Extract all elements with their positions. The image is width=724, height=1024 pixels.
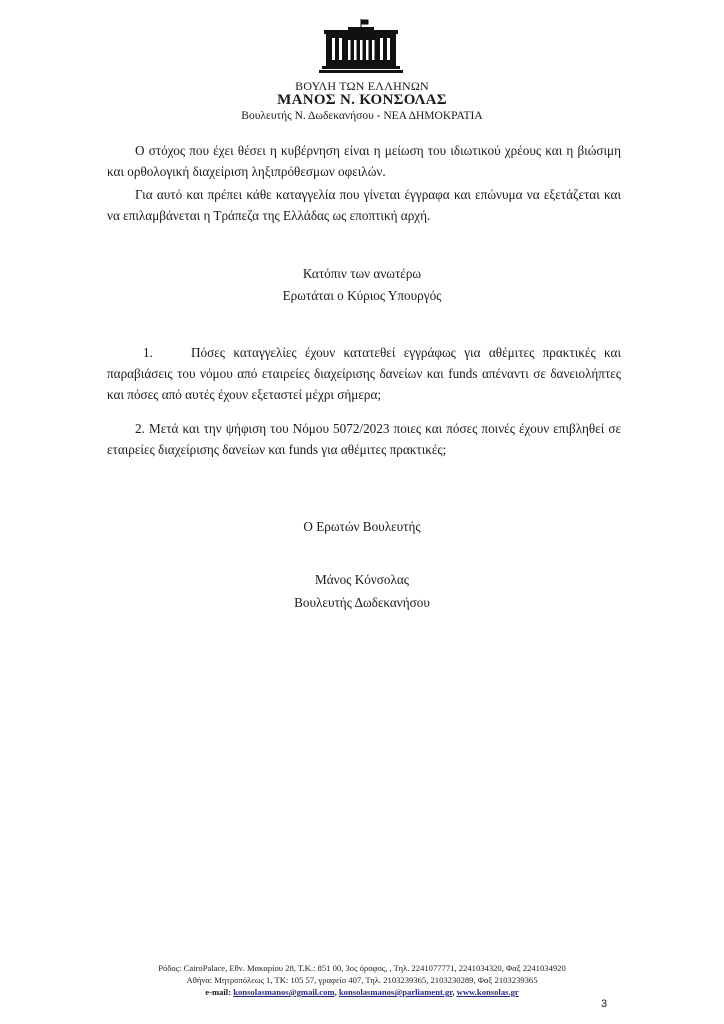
email-label: e-mail:	[205, 987, 232, 997]
mp-role: Βουλευτής Ν. Δωδεκανήσου - ΝΕΑ ΔΗΜΟΚΡΑΤΙΑ	[241, 110, 483, 122]
signature-role: Βουλευτής Δωδεκανήσου	[294, 595, 430, 610]
signature-title: Ο Ερωτών Βουλευτής	[303, 519, 421, 534]
intro-line-1: Κατόπιν των ανωτέρω	[302, 266, 422, 281]
footer-address-rhodes: Ρόδος: CairoPalace, Εθν. Μακαρίου 28, Τ.Κ.: 851 00, 3ος όροφος, , Τηλ. 2241077771, 2241034320, Φαξ 2241034920	[158, 963, 566, 973]
footer-contacts	[0, 987, 724, 997]
separator: ,	[452, 987, 455, 997]
separator: ,	[334, 987, 337, 997]
question-number: 1.	[143, 345, 153, 360]
signature-name: Μάνος Κόνσολας	[314, 572, 410, 587]
question-1	[107, 342, 621, 405]
intro-line-2: Ερωτάται ο Κύριος Υπουργός	[282, 288, 442, 303]
page-number: 3	[601, 998, 608, 1010]
question-2	[107, 418, 621, 460]
question-text: Μετά και την ψήφιση του Νόμου 5072/2023 ποιες και πόσες ποινές έχουν επιβληθεί σε εταιρείες διαχείρισης δανείων και funds για αθέμιτες πρακτικές;	[107, 421, 622, 457]
parliament-building-icon	[318, 18, 404, 76]
paragraph-1: Ο στόχος που έχει θέσει η κυβέρνηση είναι η μείωση του ιδιωτικού χρέους και η βιώσιμη και ορθολογική διαχείριση ληξιπρόθεσμων οφειλών.	[107, 143, 621, 179]
mp-name: ΜΑΝΟΣ Ν. ΚΟΝΣΟΛΑΣ	[277, 92, 447, 108]
question-number: 2.	[135, 421, 145, 436]
email-link-gmail[interactable]: konsolasmanos@gmail.com	[233, 987, 335, 997]
question-text: Πόσες καταγγελίες έχουν κατατεθεί εγγράφως για αθέμιτες πρακτικές και παραβιάσεις του νόμου από εταιρείες διαχείρισης δανείων και funds απέναντι σε δανειολήπτες και πόσες από αυτές έχουν εξεταστεί μέχρι σήμερα;	[107, 345, 621, 402]
email-link-parliament[interactable]: konsolasmanos@parliament.gr	[338, 987, 453, 997]
footer-address-athens: Αθήνα: Μητροπόλεως 1, ΤΚ: 105 57, γραφείο 407, Τηλ. 2103239365, 2103230289, Φαξ 2103239365	[186, 975, 538, 985]
paragraph-2: Για αυτό και πρέπει κάθε καταγγελία που γίνεται έγγραφα και επώνυμα να εξετάζεται και να επιλαμβάνεται η Τράπεζα της Ελλάδας ως εποπτική αρχή.	[107, 187, 621, 223]
organization-name: ΒΟΥΛΗ ΤΩΝ ΕΛΛΗΝΩΝ	[295, 79, 429, 93]
website-link[interactable]: www.konsolas.gr	[456, 987, 519, 997]
